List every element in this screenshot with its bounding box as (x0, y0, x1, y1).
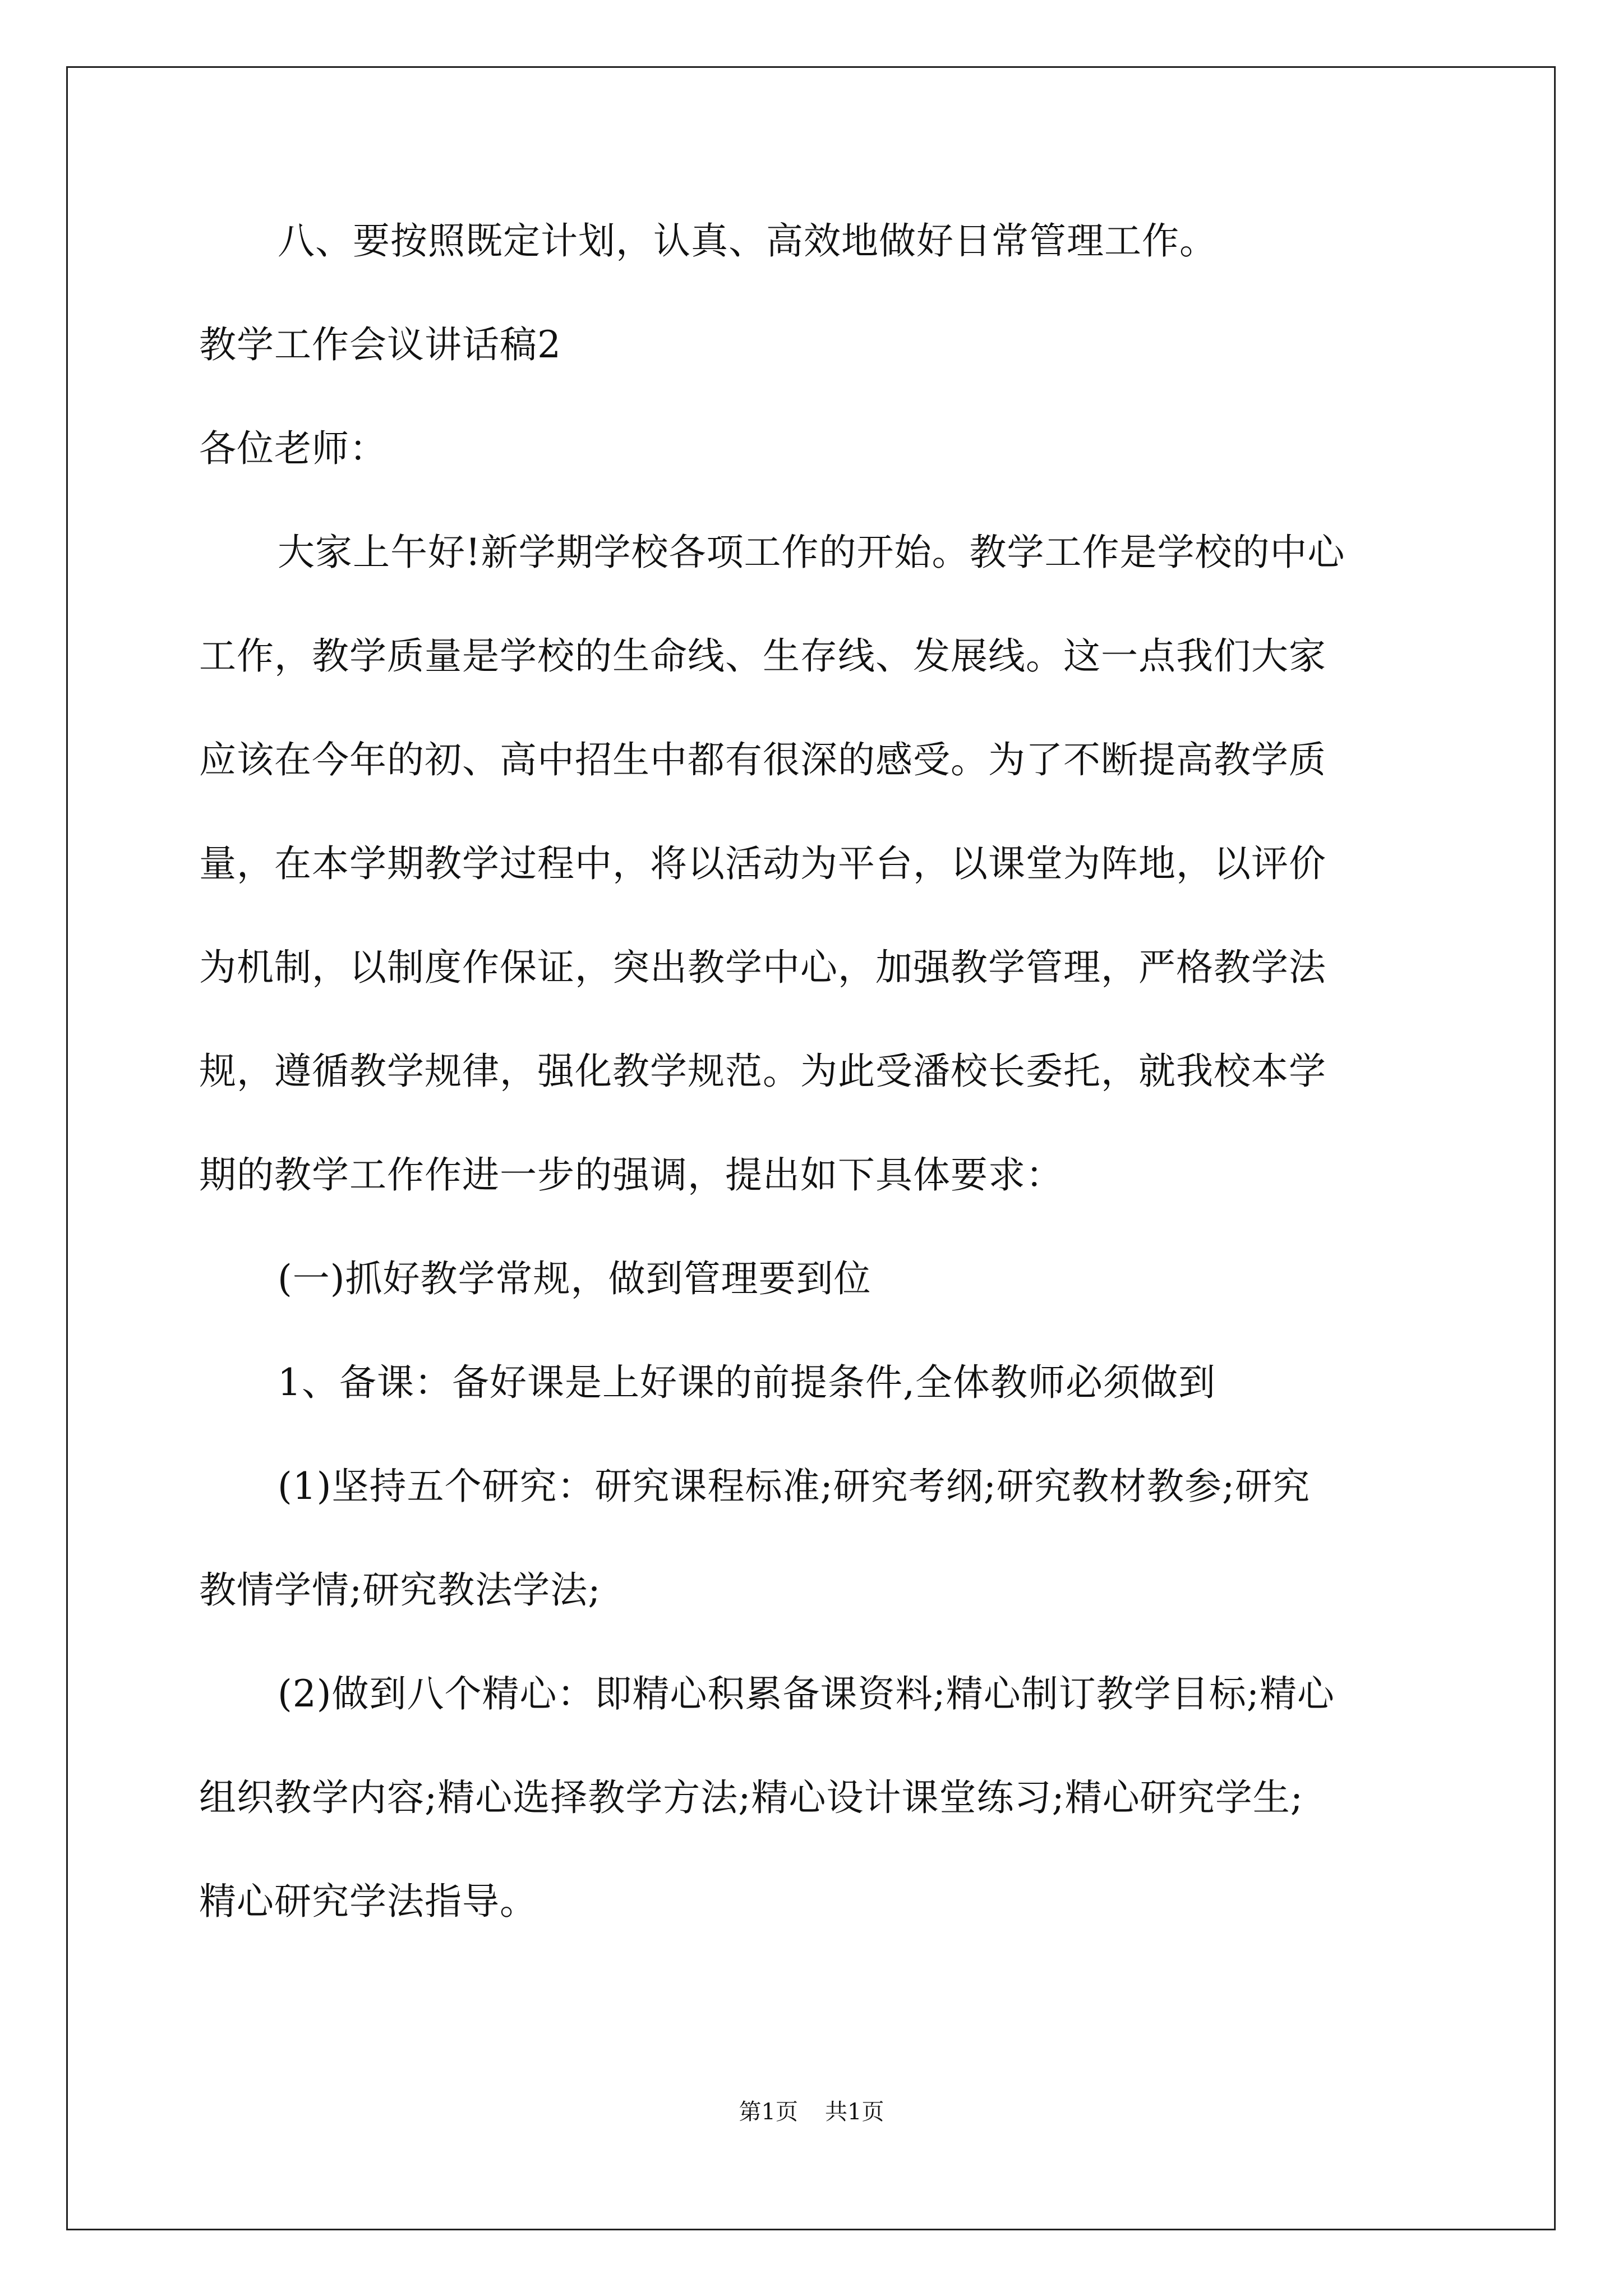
paragraph-line: 精心研究学法指导。 (199, 1880, 537, 1923)
paragraph-line: 规，遵循教学规律，强化教学规范。为此受潘校长委托，就我校本学 (199, 1050, 1326, 1093)
paragraph-line: 为机制，以制度作保证，突出教学中心，加强教学管理，严格教学法 (199, 946, 1326, 989)
paragraph-line: (2)做到八个精心：即精心积累备课资料;精心制订教学目标;精心 (278, 1672, 1335, 1715)
paragraph-line: 期的教学工作作进一步的强调，提出如下具体要求： (199, 1153, 1063, 1197)
paragraph-line: 量，在本学期教学过程中，将以活动为平台，以课堂为阵地，以评价 (199, 842, 1326, 885)
page-number-total: 共1页 (825, 2099, 884, 2125)
paragraph-line: 教情学情;研究教法学法; (199, 1568, 601, 1612)
paragraph-line: 组织教学内容;精心选择教学方法;精心设计课堂练习;精心研究学生; (199, 1776, 1303, 1819)
page-number-current: 第1页 (739, 2099, 798, 2125)
paragraph-line: 应该在今年的初、高中招生中都有很深的感受。为了不断提高教学质 (199, 738, 1326, 781)
paragraph-line: 八、要按照既定计划，认真、高效地做好日常管理工作。 (278, 219, 1217, 263)
paragraph-line: 1、备课：备好课是上好课的前提条件,全体教师必须做到 (278, 1361, 1216, 1404)
paragraph-line: 大家上午好!新学期学校各项工作的开始。教学工作是学校的中心 (278, 531, 1345, 574)
page-footer (0, 2098, 1623, 2126)
section-title: 教学工作会议讲话稿2 (199, 323, 561, 366)
subheading: (一)抓好教学常规，做到管理要到位 (278, 1257, 872, 1300)
paragraph-line: 工作，教学质量是学校的生命线、生存线、发展线。这一点我们大家 (199, 634, 1326, 678)
salutation: 各位老师： (199, 427, 387, 470)
paragraph-line: (1)坚持五个研究：研究课程标准;研究考纲;研究教材教参;研究 (278, 1465, 1311, 1508)
